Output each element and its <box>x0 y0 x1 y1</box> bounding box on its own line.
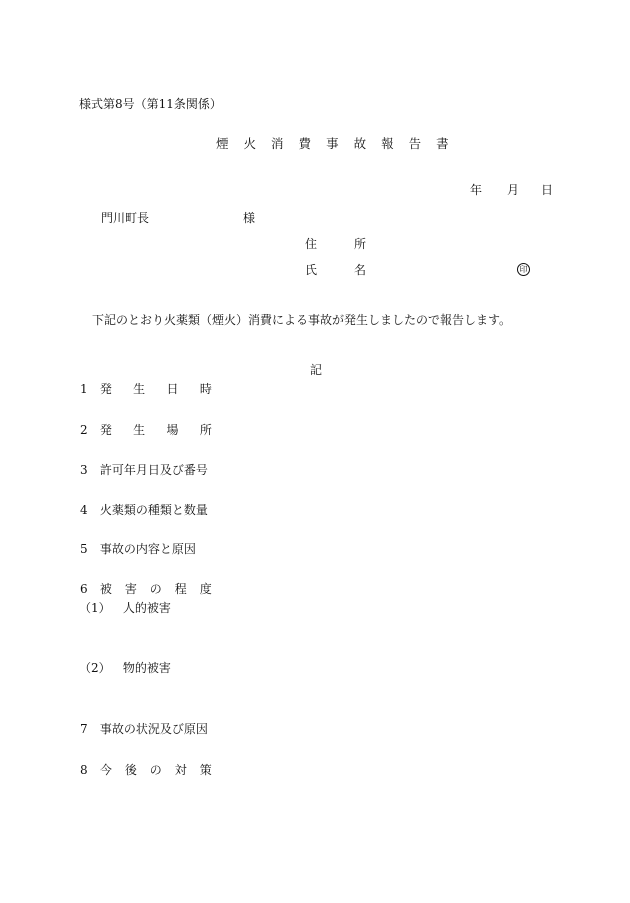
item-1 <box>80 381 212 397</box>
item-label <box>100 381 212 397</box>
title-char: 煙 <box>216 136 229 151</box>
item-char: 発 <box>99 423 112 437</box>
damage-label: 人的被害 <box>122 601 171 615</box>
item-char: 生 <box>133 423 146 437</box>
title-char: 火 <box>243 136 257 151</box>
title-char: 報 <box>381 136 394 151</box>
item-char: 策 <box>199 763 212 777</box>
item-label <box>100 581 212 597</box>
date-year: 年 <box>470 183 483 197</box>
damage-1 <box>79 600 171 616</box>
addressee-name: 門川町長 <box>101 211 150 225</box>
item-char: 被 <box>99 582 112 596</box>
damage-label: 物的被害 <box>122 661 171 675</box>
item-char: の <box>149 763 162 777</box>
damage-number: （2） <box>79 661 111 675</box>
damage-number: （1） <box>79 601 111 615</box>
item-number: 6 <box>80 582 88 596</box>
item-3 <box>80 462 208 478</box>
item-char: 度 <box>199 582 212 596</box>
title-char: 費 <box>298 136 312 151</box>
date-month: 月 <box>507 183 520 197</box>
item-4 <box>80 502 208 518</box>
address-label-2: 所 <box>354 237 367 251</box>
item-char: 時 <box>199 382 212 396</box>
item-char: の <box>149 582 162 596</box>
item-char: 後 <box>124 763 137 777</box>
item-char: 日 <box>166 382 179 396</box>
name-label-2: 名 <box>354 263 367 277</box>
item-char: 程 <box>174 582 187 596</box>
item-6 <box>80 581 212 597</box>
title-char: 故 <box>353 136 367 151</box>
item-label <box>100 422 212 438</box>
item-char: 所 <box>199 423 212 437</box>
item-label: 事故の状況及び原因 <box>99 722 208 736</box>
document-title <box>216 136 449 152</box>
item-label: 火薬類の種類と数量 <box>99 503 208 517</box>
item-number: 2 <box>80 423 88 437</box>
title-char: 事 <box>326 136 339 151</box>
title-char: 消 <box>271 136 284 151</box>
form-number: 様式第8号（第11条関係） <box>79 97 222 111</box>
intro-text: 下記のとおり火薬類（煙火）消費による事故が発生しましたので報告します。 <box>92 313 512 327</box>
item-7 <box>80 721 208 737</box>
item-label: 事故の内容と原因 <box>99 542 196 556</box>
title-char: 告 <box>408 136 422 151</box>
title-char: 書 <box>436 136 449 151</box>
item-label <box>100 762 212 778</box>
item-number: 3 <box>80 463 88 477</box>
item-8 <box>80 762 212 778</box>
item-number: 7 <box>80 722 88 736</box>
item-char: 場 <box>166 423 179 437</box>
item-number: 8 <box>80 763 88 777</box>
damage-2 <box>79 660 171 676</box>
ki-heading: 記 <box>310 363 323 377</box>
seal-mark: 印 <box>517 263 530 276</box>
address-label-1: 住 <box>305 237 318 251</box>
item-5 <box>80 541 196 557</box>
item-char: 今 <box>99 763 112 777</box>
item-number: 5 <box>80 542 88 556</box>
item-char: 害 <box>124 582 137 596</box>
item-char: 発 <box>99 382 112 396</box>
item-number: 1 <box>80 382 88 396</box>
item-char: 対 <box>174 763 187 777</box>
addressee-honorific: 様 <box>243 211 256 225</box>
item-2 <box>80 422 212 438</box>
name-label-1: 氏 <box>305 263 318 277</box>
item-label: 許可年月日及び番号 <box>99 463 208 477</box>
date-day: 日 <box>541 183 554 197</box>
item-number: 4 <box>80 503 88 517</box>
item-char: 生 <box>133 382 146 396</box>
